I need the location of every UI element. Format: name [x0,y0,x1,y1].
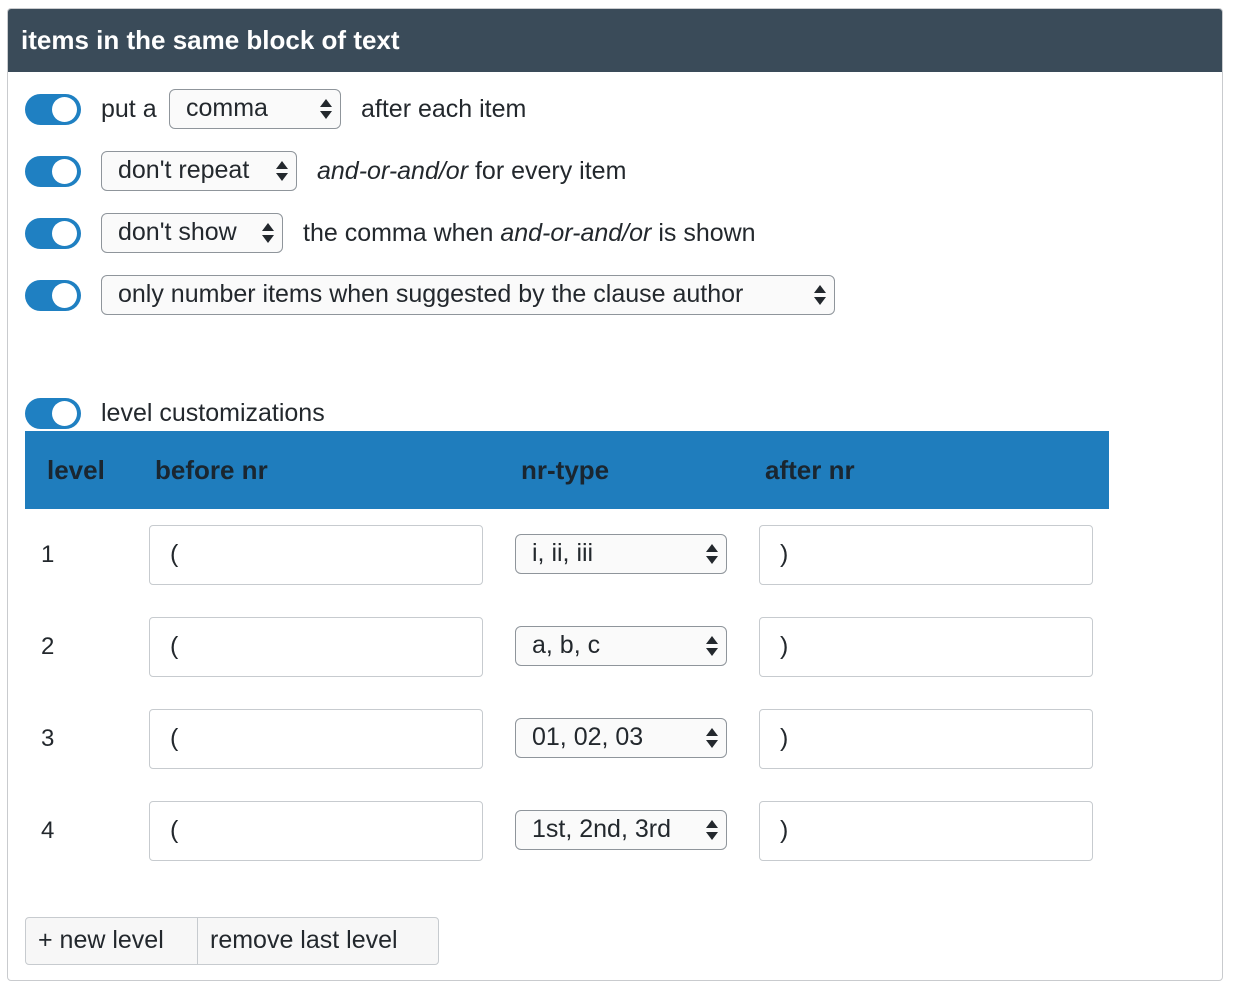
before-nr-input[interactable]: ( [149,801,483,861]
level-number: 4 [41,817,55,844]
remove-last-level-button[interactable]: remove last level [197,917,439,965]
select-arrows-icon [320,99,332,119]
header-level: level [47,455,105,485]
header-before-nr: before nr [155,455,268,485]
nr-type-value: 1st, 2nd, 3rd [532,815,671,843]
show-em: and-or-and/or [500,219,652,247]
repeat-select[interactable] [101,151,297,191]
select-arrows-icon [814,285,826,305]
select-arrows-icon [262,223,274,243]
after-nr-input[interactable]: ) [759,709,1093,769]
header-nr-type: nr-type [521,455,610,485]
select-arrows-icon [706,544,718,564]
show-description [303,218,756,249]
show-toggle[interactable] [25,218,81,249]
before-nr-input[interactable]: ( [149,709,483,769]
after-nr-input[interactable]: ) [759,525,1093,585]
comma-toggle[interactable] [25,94,81,125]
panel-title: items in the same block of text [8,9,1222,72]
show-select-value: don't show [118,218,237,246]
numbering-select[interactable] [101,275,835,315]
level-customizations-label: level customizations [101,399,325,427]
comma-select-value: comma [186,94,268,122]
select-arrows-icon [706,636,718,656]
select-arrows-icon [706,820,718,840]
new-level-button[interactable]: + new level [25,917,199,965]
nr-type-select[interactable] [515,810,727,850]
nr-type-value: 01, 02, 03 [532,723,644,751]
nr-type-select[interactable] [515,626,727,666]
levels-table-header [25,431,1109,509]
level-customizations-toggle[interactable] [25,398,81,429]
header-after-nr: after nr [765,455,855,485]
before-nr-input[interactable]: ( [149,617,483,677]
show-suffix: is shown [658,219,756,247]
repeat-em: and-or-and/or [317,157,469,185]
repeat-toggle[interactable] [25,156,81,187]
nr-type-select[interactable] [515,718,727,758]
select-arrows-icon [706,728,718,748]
before-nr-input[interactable]: ( [149,525,483,585]
level-number: 2 [41,633,55,660]
numbering-toggle[interactable] [25,280,81,311]
nr-type-value: a, b, c [532,631,601,659]
after-nr-input[interactable]: ) [759,617,1093,677]
level-number: 3 [41,725,55,752]
select-arrows-icon [276,161,288,181]
comma-prefix-label: put a [101,95,157,123]
after-nr-input[interactable]: ) [759,801,1093,861]
repeat-select-value: don't repeat [118,156,250,184]
settings-panel [7,8,1223,981]
comma-select[interactable] [169,89,341,129]
repeat-description [317,156,626,187]
comma-suffix-label: after each item [361,95,527,123]
numbering-select-value: only number items when suggested by the clause author [118,280,744,308]
level-number: 1 [41,541,55,568]
repeat-suffix: for every item [474,157,627,185]
nr-type-select[interactable] [515,534,727,574]
show-prefix: the comma when [303,219,494,247]
show-select[interactable] [101,213,283,253]
nr-type-value: i, ii, iii [532,539,594,567]
